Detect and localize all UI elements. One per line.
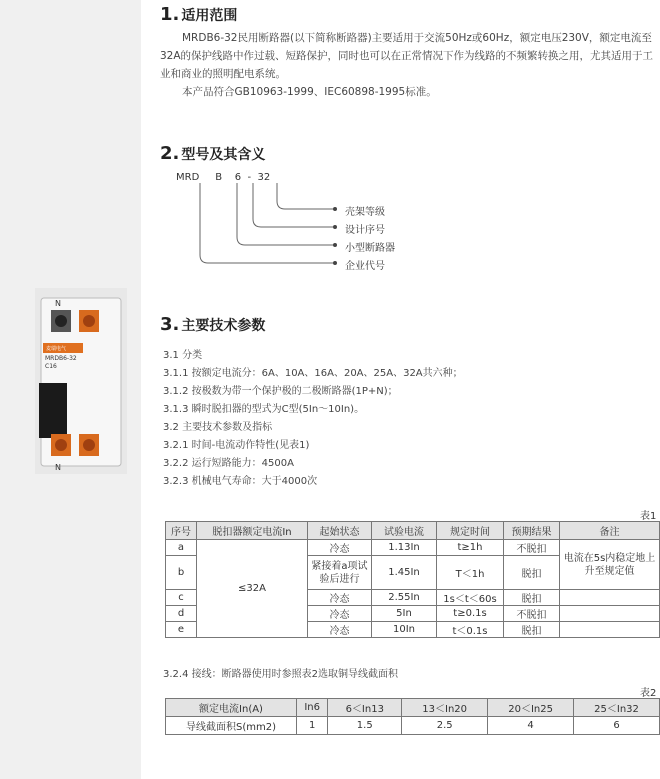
code-part: B [215,172,223,183]
spec-item: 3.1.3 瞬时脱扣器的型式为C型(5In～10In)。 [163,404,365,415]
table-cell: 脱扣 [504,622,560,638]
table-cell: ≤32A [197,540,308,638]
product-image-panel [0,0,141,779]
table-cell [560,590,660,606]
table-cell: c [166,590,197,606]
table-cell: 冷态 [308,606,372,622]
table-cell: 脱扣 [504,590,560,606]
label-company-code: 企业代号 [345,261,385,272]
table-header: 试验电流 [372,522,437,540]
spec-item: 3.2.3 机械电气寿命：大于4000次 [163,476,318,487]
table-cell: t＜0.1s [437,622,504,638]
table-row [166,717,660,735]
model-code-lines [190,183,370,278]
table-cell: d [166,606,197,622]
model-code [176,172,270,183]
scope-paragraph: MRDB6-32民用断路器(以下简称断路器)主要适用于交流50Hz或60Hz，额定电压230V，额定电流至32A的保护线路中作过载、短路保护，同时也可以在正常情况下作为线路的不频繁转换之用，尤其适用于工业和商业的照明配电系统。 [160,32,654,80]
table-cell: 4 [488,717,574,735]
spec-item: 3.2 主要技术参数及指标 [163,422,273,433]
label-design-no: 设计序号 [345,225,385,236]
table-1 [165,521,660,638]
table-cell [560,622,660,638]
table-cell: 1.5 [328,717,402,735]
table-2-label: 表2 [640,688,657,699]
table-cell: 冷态 [308,540,372,556]
svg-text:N: N [55,299,61,308]
table-cell: 1s＜t＜60s [437,590,504,606]
table-cell: 6 [574,717,660,735]
table-cell: 冷态 [308,622,372,638]
table-cell: 不脱扣 [504,540,560,556]
section-1-body [160,29,655,101]
svg-text:N: N [55,463,61,472]
spec-item: 3.2.2 运行短路能力：4500A [163,458,294,469]
table-cell: T＜1h [437,556,504,590]
code-part: 32 [257,172,271,183]
table-cell [560,606,660,622]
table-1-label: 表1 [640,511,657,522]
code-part: MRD [176,172,200,183]
table-cell: 导线截面积S(mm2) [166,717,297,735]
table-cell: 1 [297,717,328,735]
table-header: 脱扣器额定电流In [197,522,308,540]
table-header: 13＜In20 [402,699,488,717]
svg-text:MRDB6-32: MRDB6-32 [45,355,77,362]
spec-item: 3.2.1 时间-电流动作特性(见表1) [163,440,310,451]
table-header: 预期结果 [504,522,560,540]
table-header: 规定时间 [437,522,504,540]
table-header: 备注 [560,522,660,540]
code-part: - [247,172,252,183]
spec-item: 3.1.2 按极数为带一个保护极的二极断路器(1P+N)； [163,386,398,397]
table-header: 额定电流In(A) [166,699,297,717]
table-cell: b [166,556,197,590]
table-cell: 5In [372,606,437,622]
table-cell: a [166,540,197,556]
table-cell: 2.55In [372,590,437,606]
table-cell: 脱扣 [504,556,560,590]
spec-item: 3.1 分类 [163,350,203,361]
table-cell: t≥1h [437,540,504,556]
label-mcb: 小型断路器 [345,243,395,254]
table-cell: 冷态 [308,590,372,606]
table-header: 20＜In25 [488,699,574,717]
section-3-heading: 3. 主要技术参数 [160,314,266,335]
table-header: In6 [297,699,328,717]
spec-item: 3.2.4 接线：断路器使用时参照表2选取铜导线截面积 [163,669,398,680]
table-cell: 不脱扣 [504,606,560,622]
table-cell: t≥0.1s [437,606,504,622]
section-1-heading: 1. 适用范围 [160,4,238,25]
table-header: 起始状态 [308,522,372,540]
section-2-heading: 2. 型号及其含义 [160,143,266,164]
circuit-breaker-image [35,288,127,474]
table-cell: 1.45In [372,556,437,590]
standard-paragraph: 本产品符合GB10963-1999、IEC60898-1995标准。 [182,86,437,98]
table-cell: 电流在5s内稳定地上升至规定值 [560,540,660,590]
table-cell: 1.13In [372,540,437,556]
svg-text:麦瑞电气: 麦瑞电气 [46,346,67,352]
table-row [166,540,660,556]
table-cell: 10In [372,622,437,638]
spec-item: 3.1.1 按额定电流分：6A、10A、16A、20A、25A、32A共六种； [163,368,463,379]
table-header: 25＜In32 [574,699,660,717]
table-cell: e [166,622,197,638]
table-2 [165,698,660,735]
table-header: 6＜In13 [328,699,402,717]
table-header: 序号 [166,522,197,540]
svg-text:C16: C16 [45,363,57,370]
table-cell: 2.5 [402,717,488,735]
code-part: 6 [234,172,242,183]
label-frame-grade: 壳架等级 [345,207,385,218]
table-cell: 紧接着a项试验后进行 [308,556,372,590]
